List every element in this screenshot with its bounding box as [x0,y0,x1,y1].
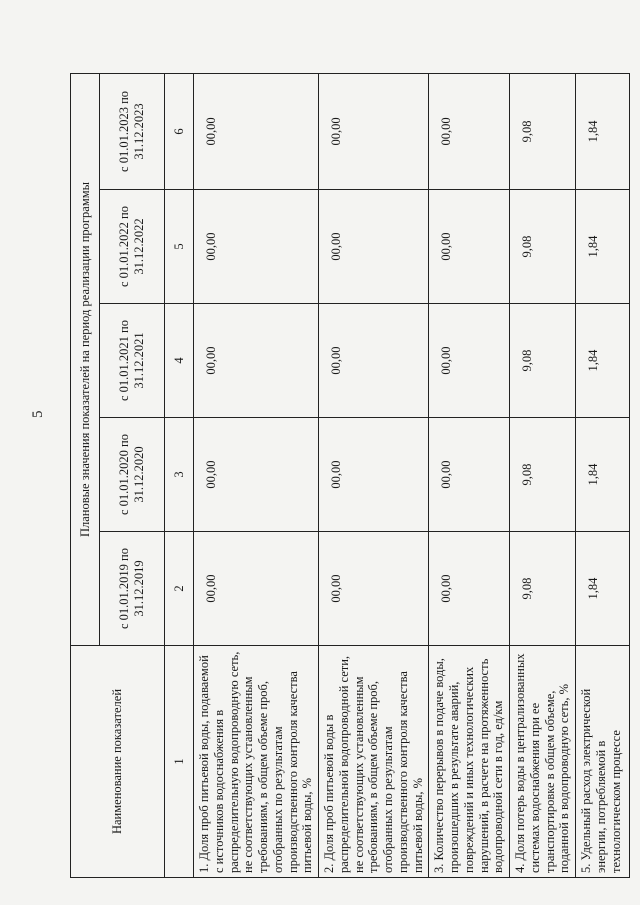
indicator-value: 00,00 [319,532,429,646]
period-header-2020: с 01.01.2020 по 31.12.2020 [100,418,165,532]
indicator-value: 00,00 [429,304,510,418]
column-number: 2 [165,532,194,646]
indicator-value: 1,84 [576,532,630,646]
indicator-value: 9,08 [510,73,576,189]
planned-values-group-header: Плановые значения показателей на период реализации программы [71,73,100,645]
indicator-value: 9,08 [510,418,576,532]
indicator-value: 00,00 [429,73,510,189]
period-header-2019: с 01.01.2019 по 31.12.2019 [100,532,165,646]
column-number: 5 [165,190,194,304]
table-row [510,73,576,877]
indicator-value: 1,84 [576,190,630,304]
indicator-name: 3. Количество перерывов в подаче воды, произошедших в результате аварий, повреждений и иных технологических нарушений, в расчете на протяженность водопроводной сети в год, ед/км [429,646,510,878]
column-number: 1 [165,646,194,878]
indicator-value: 00,00 [429,418,510,532]
indicators-table-container [70,74,623,878]
indicator-name: 2. Доля проб питьевой воды в распределительной водопроводной сети, не соответствующих установленным требованиям, в общем объеме проб, отобранных по результатам производственного контроля качества питьевой воды, % [319,646,429,878]
indicator-value: 9,08 [510,190,576,304]
indicator-value: 1,84 [576,304,630,418]
indicator-name: 1. Доля проб питьевой воды, подаваемой с источников водоснабжения в распределительную водопроводную сеть, не соответствующих установленным требованиям, в общем объеме проб, отобранных по результатам производственного контроля качества питьевой воды, % [194,646,319,878]
indicator-value: 9,08 [510,532,576,646]
table-row [194,73,319,877]
column-number: 6 [165,73,194,189]
indicator-value: 00,00 [194,304,319,418]
indicator-value: 00,00 [194,532,319,646]
indicator-value: 00,00 [319,190,429,304]
indicator-value: 00,00 [429,532,510,646]
indicator-value: 9,08 [510,304,576,418]
period-header-2021: с 01.01.2021 по 31.12.2021 [100,304,165,418]
indicators-table [70,73,630,878]
indicator-value: 00,00 [319,73,429,189]
table-row [576,73,630,877]
indicator-value: 1,84 [576,73,630,189]
period-header-2022: с 01.01.2022 по 31.12.2022 [100,190,165,304]
page-number: 5 [30,410,46,418]
column-number: 4 [165,304,194,418]
indicator-name: 4. Доля потерь воды в централизованных системах водоснабжения при ее транспортировке в общем объеме, поданной в водопроводную сеть, % [510,646,576,878]
indicator-value: 00,00 [319,418,429,532]
indicator-name: 5. Удельный расход электрической энергии, потребляемой в технологическом процессе [576,646,630,878]
column-number-row [165,73,194,877]
column-number: 3 [165,418,194,532]
indicator-value: 00,00 [429,190,510,304]
indicator-value: 00,00 [319,304,429,418]
header-row-group [71,73,100,877]
name-column-header: Наименование показателей [71,646,165,878]
indicator-value: 00,00 [194,418,319,532]
indicator-value: 00,00 [194,190,319,304]
table-row [319,73,429,877]
period-header-2023: с 01.01.2023 по 31.12.2023 [100,73,165,189]
indicator-value: 1,84 [576,418,630,532]
indicator-value: 00,00 [194,73,319,189]
table-row [429,73,510,877]
